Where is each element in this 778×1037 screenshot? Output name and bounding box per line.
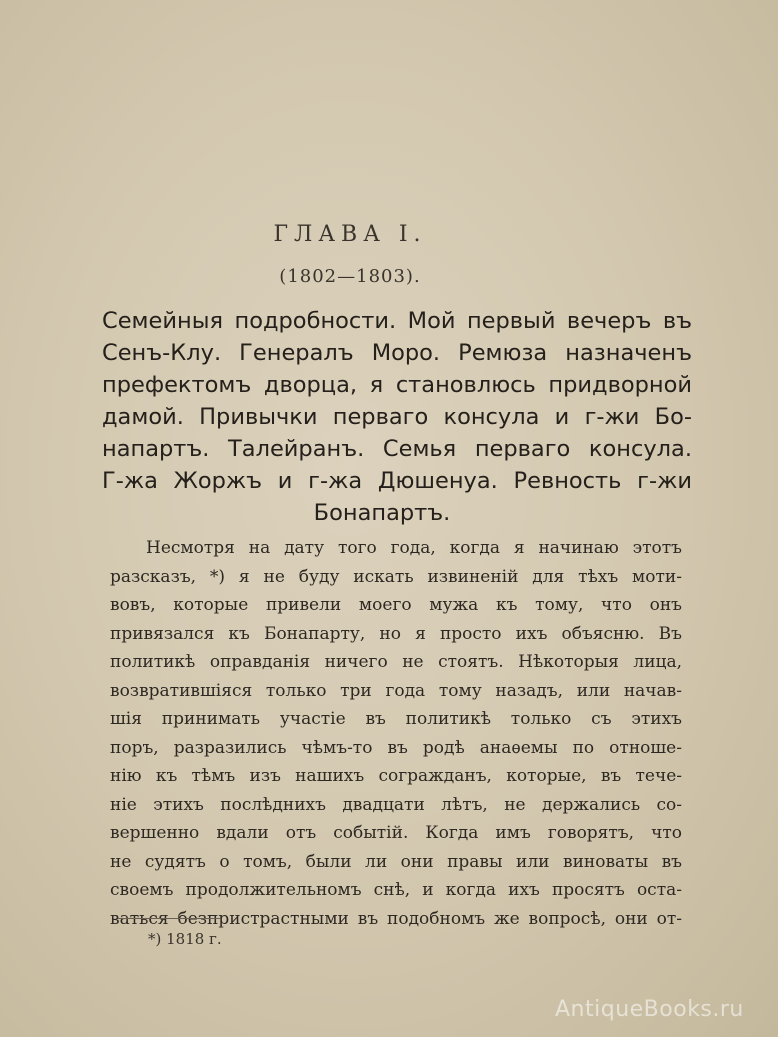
footnote-divider [118, 918, 220, 919]
body-line: шія принимать участіе въ политикѣ только съ этихъ [110, 709, 682, 729]
body-line: вершенно вдали отъ событій. Когда имъ говорятъ, что [110, 823, 682, 843]
chapter-summary [102, 305, 692, 529]
body-line: разсказъ, *) я не буду искать извиненій для тѣхъ моти- [110, 566, 682, 587]
summary-line: Сенъ-Клу. Генералъ Моро. Ремюза назначенъ [102, 340, 692, 366]
summary-line: Бонапартъ. [313, 500, 451, 526]
watermark: AntiqueBooks.ru [555, 997, 744, 1022]
summary-line: Семейныя подробности. Мой первый вечеръ въ [102, 308, 692, 334]
body-line: не судятъ о томъ, были ли они правы или виноваты въ [110, 851, 682, 872]
body-paragraph [110, 534, 700, 933]
body-line: своемъ продолжительномъ снѣ, и когда ихъ просятъ оста- [110, 880, 682, 900]
body-line: вовъ, которые привели моего мужа къ тому, что онъ [110, 595, 682, 615]
body-line: нію къ тѣмъ изъ нашихъ согражданъ, которые, въ тече- [110, 766, 682, 786]
body-line: возвратившіяся только три года тому назадъ, или начав- [110, 680, 682, 701]
body-line: ніе этихъ послѣднихъ двадцати лѣтъ, не держались со- [110, 794, 682, 815]
body-line: привязался къ Бонапарту, но я просто ихъ объясню. Въ [110, 623, 682, 644]
summary-line: префектомъ дворца, я становлюсь придворной [102, 372, 692, 398]
chapter-years: (1802—1803). [279, 266, 421, 287]
body-line: политикѣ оправданія ничего не стоятъ. Нѣкоторыя лица, [110, 652, 682, 672]
footnote: *) 1818 г. [148, 930, 222, 948]
body-line: ваться безпристрастными въ подобномъ же вопросѣ, они от- [110, 908, 682, 929]
body-line: поръ, разразились чѣмъ-то въ родѣ анаѳемы по отноше- [110, 737, 682, 758]
body-line: Несмотря на дату того года, когда я начинаю этотъ [146, 538, 682, 558]
summary-line: дамой. Привычки перваго консула и г-жи Бо- [102, 404, 692, 430]
chapter-title: ГЛАВА I. [273, 222, 427, 247]
summary-line: напартъ. Талейранъ. Семья перваго консула. [102, 436, 692, 462]
summary-line: Г-жа Жоржъ и г-жа Дюшенуа. Ревность г-жи [102, 468, 692, 494]
